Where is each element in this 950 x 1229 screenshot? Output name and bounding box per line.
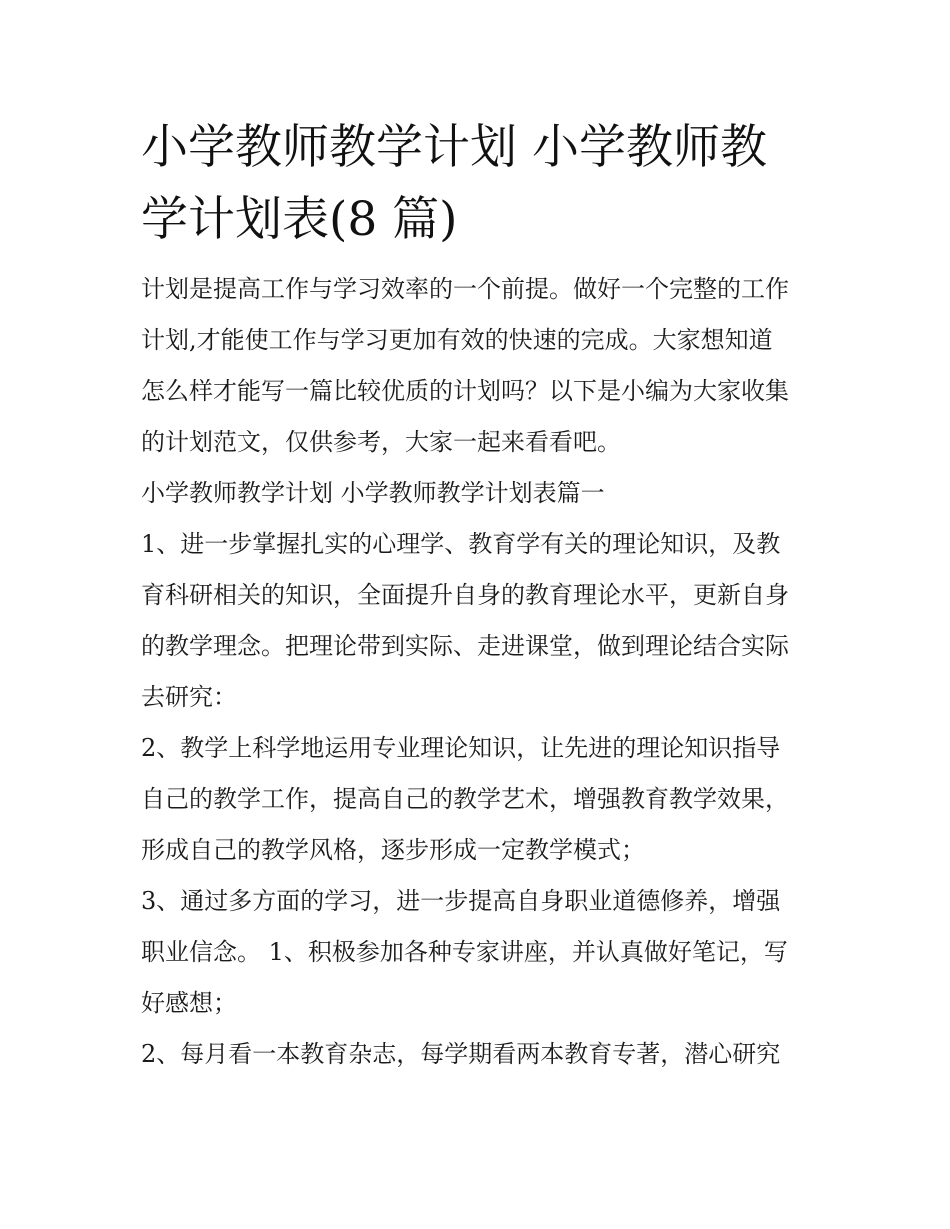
section-heading: 小学教师教学计划 小学教师教学计划表篇一 <box>141 479 605 507</box>
intro-paragraph: 计划是提高工作与学习效率的一个前提。做好一个完整的工作 计划,才能使工作与学习更加有效的快速的完成。大家想知道 怎么样才能写一篇比较优质的计划吗？以下是小编为大家收集 的计划范文，仅供参考，大家一起来看看吧。 <box>141 275 789 456</box>
document-title: 小学教师教学计划 小学教师教 学计划表(8 篇) <box>141 120 767 247</box>
document-page <box>141 112 816 1080</box>
list-item-1: 1、进一步掌握扎实的心理学、教育学有关的理论知识，及教 育科研相关的知识，全面提升自身的教育理论水平，更新自身 的教学理念。把理论带到实际、走进课堂，做到理论结合实际 去研究： <box>141 530 789 711</box>
list-item-4: 2、每月看一本教育杂志，每学期看两本教育专著，潜心研究 <box>141 1040 781 1068</box>
list-item-3: 3、通过多方面的学习，进一步提高自身职业道德修养，增强 职业信念。 1、积极参加各种专家讲座，并认真做好笔记，写 好感想； <box>141 887 788 1017</box>
document-body <box>141 264 816 1080</box>
list-item-2: 2、教学上科学地运用专业理论知识，让先进的理论知识指导 自己的教学工作，提高自己的教学艺术，增强教育教学效果， 形成自己的教学风格，逐步形成一定教学模式； <box>141 734 789 864</box>
